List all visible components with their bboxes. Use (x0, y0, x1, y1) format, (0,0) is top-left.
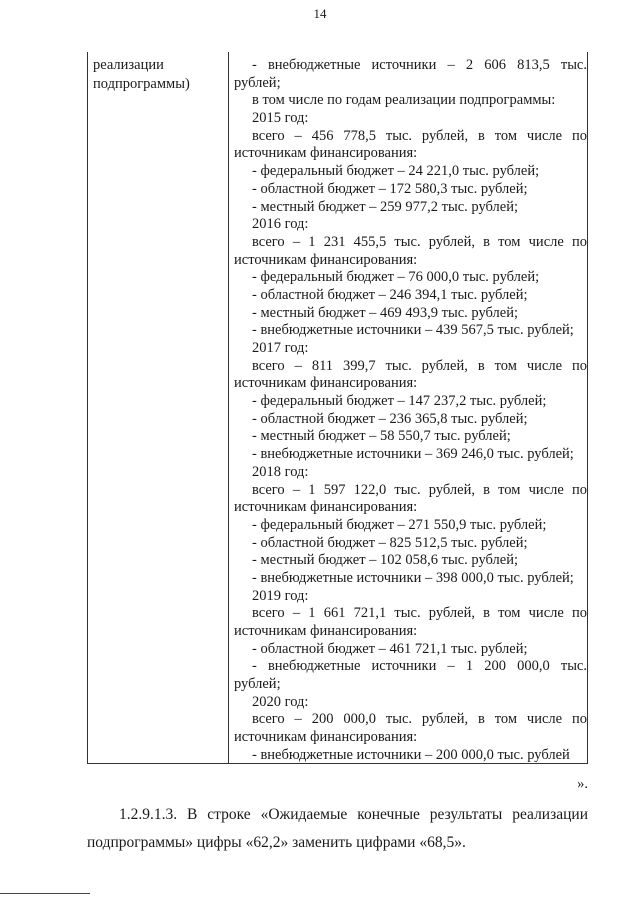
paragraph-spacer (87, 771, 588, 801)
table-text-line: - внебюджетные источники – 439 567,5 тыс. рублей; (252, 322, 574, 339)
table-text-line: всего – 200 000,0 тыс. рублей, в том числе по (252, 711, 587, 728)
table-text-line: - внебюджетные источники – 369 246,0 тыс. рублей; (252, 446, 574, 463)
table-text-line: - местный бюджет – 259 977,2 тыс. рублей; (252, 198, 519, 215)
table-text-line: 2015 год: (252, 110, 309, 127)
table-text-line: 2018 год: (252, 463, 309, 480)
table-text-line: источникам финансирования: (234, 623, 418, 639)
table-text-line: - внебюджетные источники – 398 000,0 тыс. рублей; (252, 569, 574, 586)
paragraph-line: подпрограммы» цифры «62,2» заменить цифрами «68,5». (87, 834, 466, 851)
table-right-cell (234, 57, 587, 765)
table-text-line: 2020 год: (252, 693, 309, 710)
table-text-line: - внебюджетные источники – 2 606 813,5 тыс. (252, 57, 587, 73)
table-text-line: всего – 1 231 455,5 тыс. рублей, в том числе по (252, 233, 587, 250)
passport-table (87, 52, 588, 764)
table-text-line: - областной бюджет – 246 394,1 тыс. рублей; (252, 286, 528, 303)
table-text-line: - федеральный бюджет – 24 221,0 тыс. рублей; (252, 163, 540, 180)
table-text-line: всего – 1 597 122,0 тыс. рублей, в том числе по (252, 481, 587, 498)
table-text-line: - федеральный бюджет – 76 000,0 тыс. рублей; (252, 269, 540, 286)
column-divider (228, 52, 229, 763)
table-text-line: источникам финансирования: (234, 729, 418, 746)
table-text-line: всего – 811 399,7 тыс. рублей, в том числе по (252, 357, 587, 374)
paragraph-line: 1.2.9.1.3. В строке «Ожидаемые конечные результаты реализации (119, 806, 588, 823)
table-text-line: 2016 год: (252, 216, 309, 233)
table-text-line: - внебюджетные источники – 200 000,0 тыс. рублей (252, 746, 570, 763)
table-text-line: всего – 456 778,5 тыс. рублей, в том числе по (252, 127, 587, 144)
page-number: 14 (313, 6, 327, 21)
table-text-line: - областной бюджет – 825 512,5 тыс. рублей; (252, 534, 528, 551)
table-text-line: источникам финансирования: (234, 145, 418, 162)
closing-quote: ». (577, 776, 588, 792)
table-text-line: источникам финансирования: (234, 251, 418, 268)
left-cell-line: подпрограммы) (93, 76, 190, 92)
table-text-line: 2019 год: (252, 587, 309, 604)
table-text-line: - местный бюджет – 58 550,7 тыс. рублей; (252, 428, 511, 445)
table-text-line: рублей; (234, 74, 281, 91)
table-text-line: - областной бюджет – 172 580,3 тыс. рублей; (252, 180, 528, 197)
footnote-rule (0, 893, 90, 894)
table-text-line: 2017 год: (252, 340, 309, 356)
table-text-line: источникам финансирования: (234, 499, 418, 516)
left-cell-line: реализации (93, 57, 164, 73)
table-text-line: - внебюджетные источники – 1 200 000,0 тыс. (252, 658, 587, 675)
table-text-line: - местный бюджет – 469 493,9 тыс. рублей; (252, 304, 519, 321)
table-text-line: - областной бюджет – 236 365,8 тыс. рублей; (252, 410, 528, 427)
table-text-line: - областной бюджет – 461 721,1 тыс. рублей; (252, 640, 528, 657)
table-text-line: - местный бюджет – 102 058,6 тыс. рублей; (252, 552, 519, 569)
amendment-paragraph (87, 771, 588, 857)
table-text-line: всего – 1 661 721,1 тыс. рублей, в том числе по (252, 605, 587, 622)
table-text-line: рублей; (234, 676, 281, 693)
table-text-line: - федеральный бюджет – 147 237,2 тыс. рублей; (252, 393, 547, 410)
table-text-line: в том числе по годам реализации подпрограммы: (252, 92, 556, 109)
table-text-line: - федеральный бюджет – 271 550,9 тыс. рублей; (252, 516, 547, 533)
table-text-line: источникам финансирования: (234, 375, 418, 392)
table-left-cell (93, 56, 223, 94)
